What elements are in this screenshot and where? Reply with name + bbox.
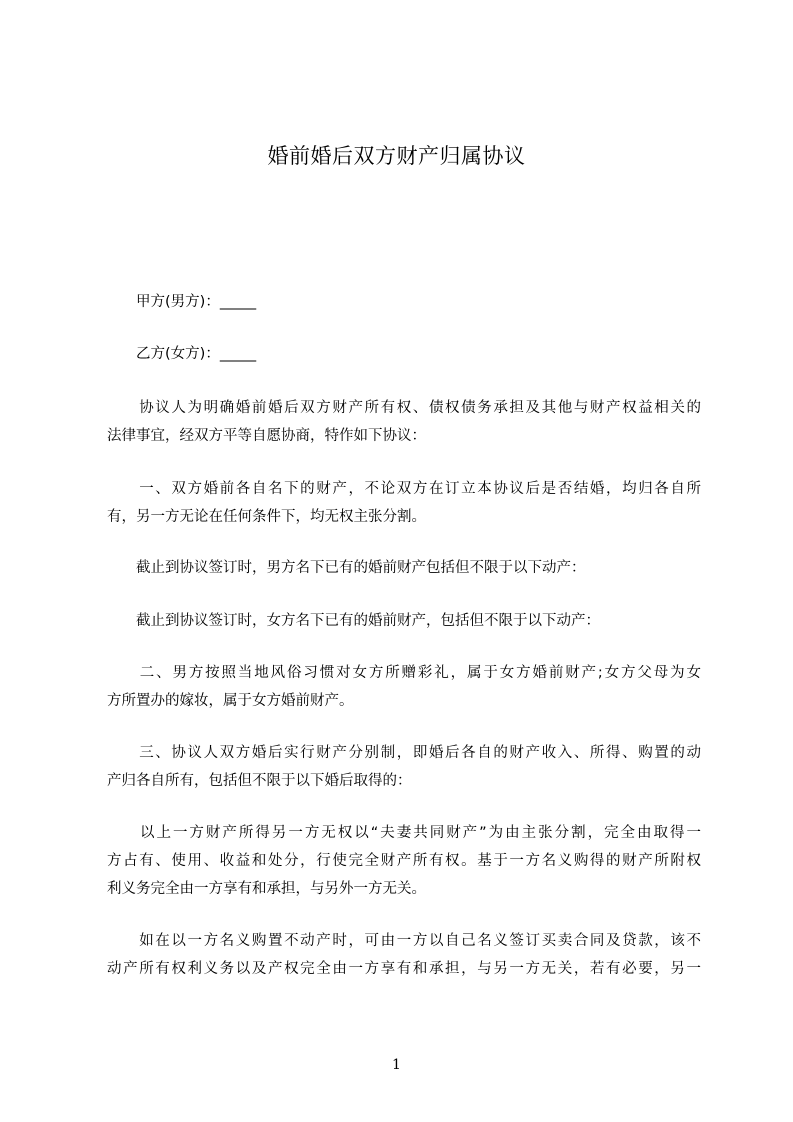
paragraph-line: 截止到协议签订时，女方名下已有的婚前财产，包括但不限于以下动产： <box>107 613 600 629</box>
paragraph-line: 法律事宜，经双方平等自愿协商，特作如下协议： <box>107 428 426 444</box>
paragraph-line: 利义务完全由一方享有和承担，与另外一方无关。 <box>107 881 426 897</box>
document-title: 婚前婚后双方财产归属协议 <box>267 144 526 168</box>
paragraph-line: 三、协议人双方婚后实行财产分别制，即婚后各自的财产收入、所得、购置的动 <box>107 745 701 761</box>
paragraph-line: 产归各自所有，包括但不限于以下婚后取得的： <box>107 773 412 789</box>
paragraph-line: 有，另一方无论在任何条件下，均无权主张分割。 <box>107 509 426 525</box>
paragraph-line: 动产所有权利义务以及产权完全由一方享有和承担，与另一方无关，若有必要，另一 <box>107 961 701 977</box>
paragraph-line: 如在以一方名义购置不动产时，可由一方以自己名义签订买卖合同及贷款，该不 <box>107 933 701 949</box>
party-b-line: 乙方(女方)：_____ <box>107 346 257 362</box>
party-a-line: 甲方(男方)：_____ <box>107 294 257 310</box>
paragraph-line: 一、双方婚前各自名下的财产，不论双方在订立本协议后是否结婚，均归各自所 <box>107 481 701 497</box>
paragraph-line: 方所置办的嫁妆，属于女方婚前财产。 <box>107 693 354 709</box>
paragraph-line: 协议人为明确婚前婚后双方财产所有权、债权债务承担及其他与财产权益相关的 <box>107 400 701 416</box>
paragraph-line: 截止到协议签订时，男方名下已有的婚前财产包括但不限于以下动产： <box>107 560 586 576</box>
page-number: 1 <box>392 1057 401 1073</box>
paragraph-line: 方占有、使用、收益和处分，行使完全财产所有权。基于一方名义购得的财产所附权 <box>107 853 701 869</box>
paragraph-line: 以上一方财产所得另一方无权以“夫妻共同财产”为由主张分割，完全由取得一 <box>107 825 701 841</box>
paragraph-line: 二、男方按照当地风俗习惯对女方所赠彩礼，属于女方婚前财产;女方父母为女 <box>107 665 701 681</box>
